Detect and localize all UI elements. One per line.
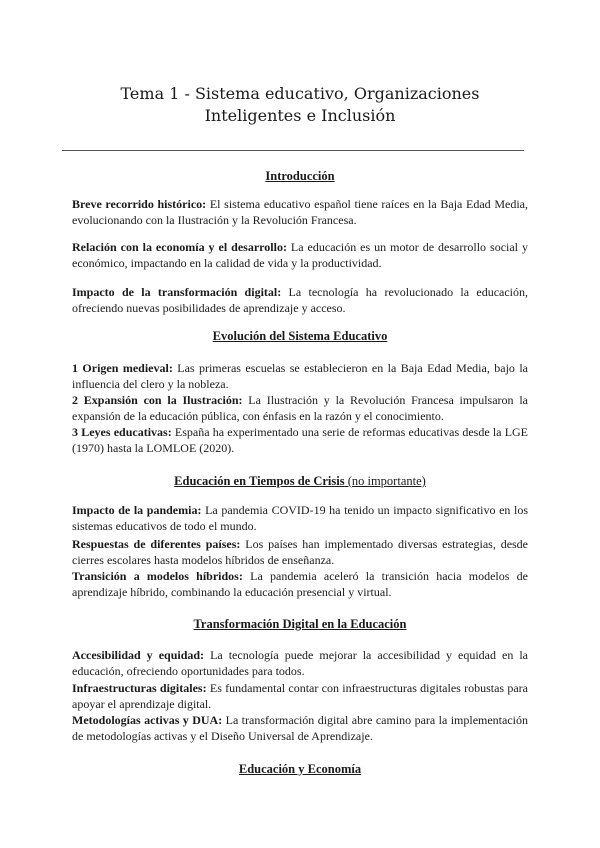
paragraph-label: 1 Origen medieval: — [72, 361, 173, 375]
paragraph-pandemia — [72, 502, 528, 534]
paragraph-label: Relación con la economía y el desarrollo: — [72, 240, 287, 254]
paragraph-text: Los países han implementado diversas estrategias, desde cierres escolares hasta modelos híbridos de enseñanza. — [72, 537, 529, 567]
title-divider — [62, 150, 524, 151]
paragraph-label: Breve recorrido histórico: — [72, 197, 207, 211]
heading-text: Educación en Tiempos de Crisis — [174, 474, 345, 488]
document-title: Tema 1 - Sistema educativo, Organizaciones Inteligentes e Inclusión — [120, 84, 480, 125]
paragraph-historia — [72, 196, 528, 228]
paragraph-text: La transformación digital abre camino para la implementación de metodologías activas y el Diseño Universal de Aprendizaje. — [72, 713, 528, 743]
paragraph-label: Transición a modelos híbridos: — [72, 569, 243, 583]
paragraph-text: La pandemia COVID-19 ha tenido un impacto significativo en los sistemas educativos de todo el mundo. — [72, 503, 529, 533]
paragraph-ilustracion — [72, 392, 528, 424]
paragraph-infraestructuras — [72, 680, 528, 712]
paragraph-text: La tecnología ha revolucionado la educación, ofreciendo nuevas posibilidades de aprendizaje y acceso. — [72, 285, 529, 315]
paragraph-text: El sistema educativo español tiene raíces en la Baja Edad Media, evolucionando con la Ilustración y la Revolución Francesa. — [72, 197, 529, 227]
paragraph-digital — [72, 284, 528, 316]
paragraph-label: Impacto de la pandemia: — [72, 503, 202, 517]
paragraph-label: Accesibilidad y equidad: — [72, 648, 205, 662]
heading-economia: Educación y Economía — [238, 762, 362, 776]
paragraph-label: 3 Leyes educativas: — [72, 425, 172, 439]
paragraph-text: La educación es un motor de desarrollo social y económico, impactando en la calidad de vida y la productividad. — [72, 240, 528, 270]
paragraph-label: Impacto de la transformación digital: — [72, 285, 282, 299]
paragraph-respuestas — [72, 536, 528, 568]
paragraph-label: Respuestas de diferentes países: — [72, 537, 241, 551]
paragraph-text: España ha experimentado una serie de reformas educativas desde la LGE (1970) hasta la LOMLOE (2020). — [72, 425, 529, 455]
paragraph-accesibilidad — [72, 647, 528, 679]
paragraph-label: Infraestructuras digitales: — [72, 681, 207, 695]
heading-introduccion: Introducción — [265, 169, 335, 183]
heading-transformacion: Transformación Digital en la Educación — [193, 617, 407, 631]
paragraph-label: Metodologías activas y DUA: — [72, 713, 223, 727]
paragraph-economia — [72, 239, 528, 271]
paragraph-hibridos — [72, 568, 528, 600]
paragraph-leyes — [72, 424, 528, 456]
paragraph-text: Es fundamental contar con infraestructuras digitales robustas para apoyar el aprendizaje digital. — [72, 681, 529, 711]
paragraph-text: La pandemia aceleró la transición hacia modelos de aprendizaje híbrido, combinando la educación presencial y virtual. — [72, 569, 529, 599]
paragraph-text: Las primeras escuelas se establecieron en la Baja Edad Media, bajo la influencia del clero y la nobleza. — [72, 361, 528, 391]
paragraph-label: 2 Expansión con la Ilustración: — [72, 393, 243, 407]
paragraph-text: La Ilustración y la Revolución Francesa impulsaron la expansión de la educación pública, con énfasis en la razón y el conocimiento. — [72, 393, 528, 423]
heading-note: (no importante) — [344, 474, 426, 488]
paragraph-metodologias — [72, 712, 528, 744]
paragraph-text: La tecnología puede mejorar la accesibilidad y equidad en la educación, ofreciendo oportunidades para todos. — [72, 648, 529, 678]
heading-evolucion: Evolución del Sistema Educativo — [212, 329, 388, 343]
heading-crisis — [72, 473, 528, 489]
paragraph-origen — [72, 360, 528, 392]
